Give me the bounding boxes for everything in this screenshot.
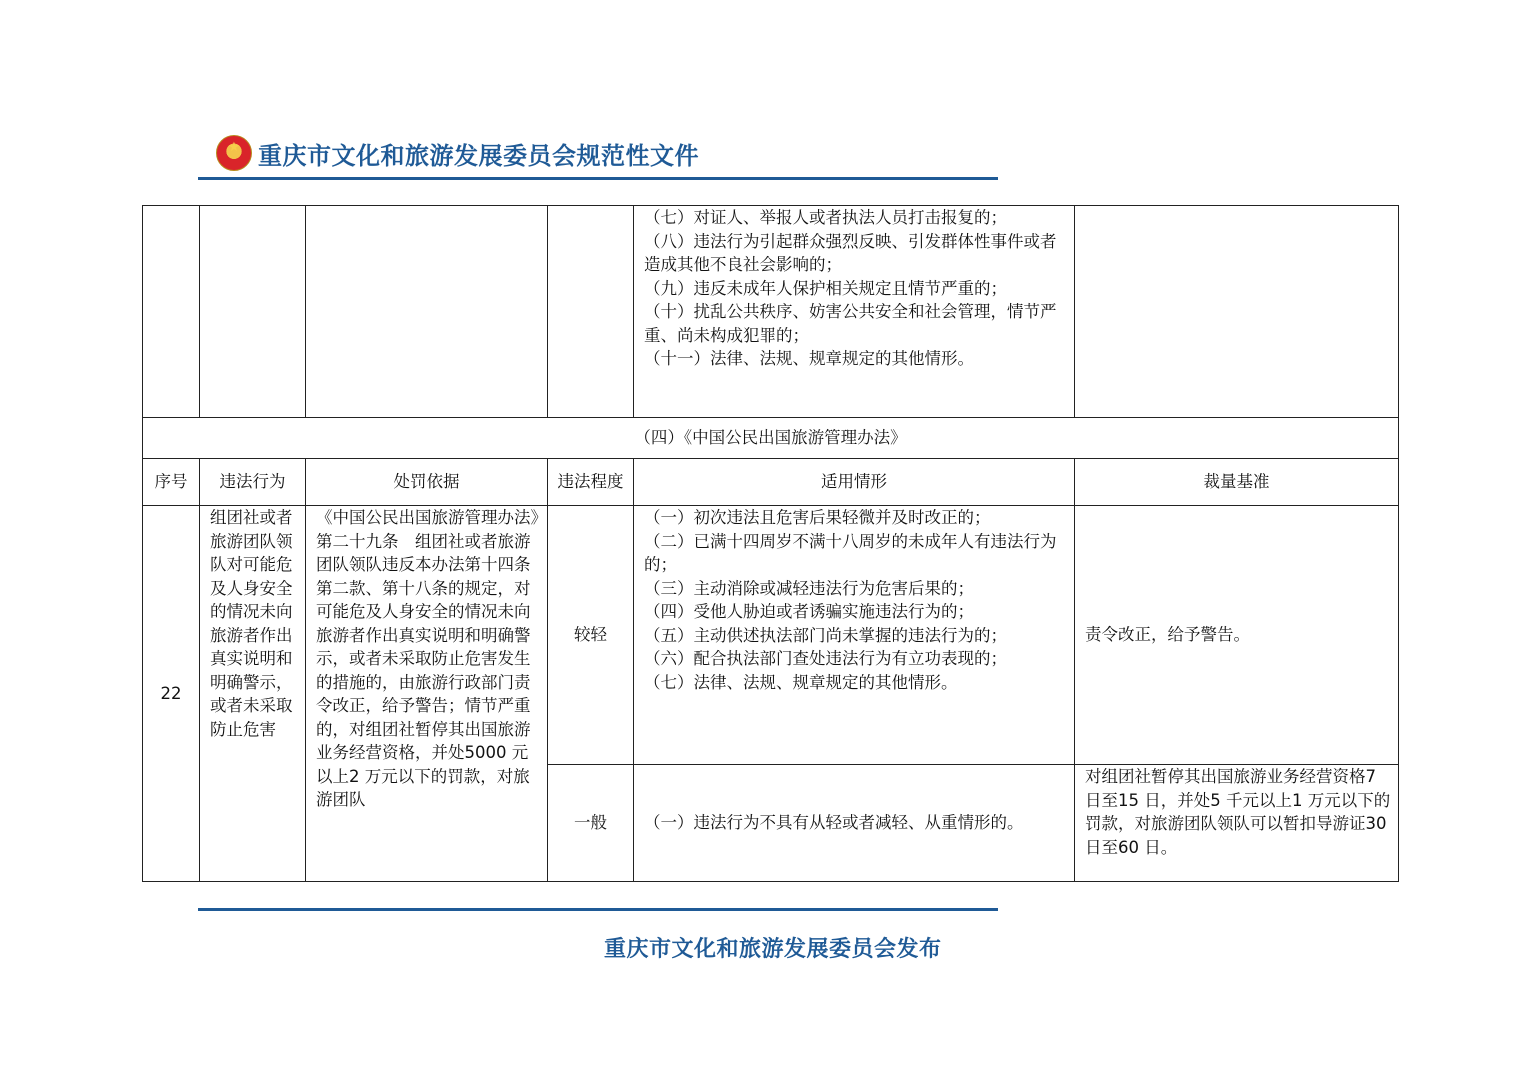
section-row [143, 418, 1399, 459]
situations-normal: （一）违法行为不具有从轻或者减轻、从重情形的。 [634, 765, 1075, 882]
penalty-discretion-table [142, 205, 1399, 882]
header-act: 违法行为 [200, 459, 306, 506]
continued-situations-cell: （七）对证人、举报人或者执法人员打击报复的； （八）违法行为引起群众强烈反映、引发群体性事件或者造成其他不良社会影响的； （九）违反未成年人保护相关规定且情节严重的； （十）扰乱公共秩序、妨害公共安全和社会管理，情节严重、尚未构成犯罪的； （十一）法律、法规、规章规定的其他情形。 [634, 206, 1075, 418]
cell-empty [306, 206, 548, 418]
entry-act: 组团社或者旅游团队领队对可能危及人身安全的情况未向旅游者作出真实说明和明确警示，或者未采取防止危害 [200, 506, 306, 882]
national-emblem-icon [216, 135, 252, 171]
standard-normal: 对组团社暂停其出国旅游业务经营资格7 日至15 日，并处5 千元以上1 万元以下的罚款，对旅游团队领队可以暂扣导游证30 日至60 日。 [1075, 765, 1399, 882]
table-row [143, 206, 1399, 418]
entry-basis: 《中国公民出国旅游管理办法》第二十九条 组团社或者旅游团队领队违反本办法第十四条第二款、第十八条的规定，对可能危及人身安全的情况未向旅游者作出真实说明和明确警示，或者未采取防止危害发生的措施的，由旅游行政部门责令改正，给予警告；情节严重的，对组团社暂停其出国旅游业务经营资格，并处5000 元以上2 万元以下的罚款，对旅游团队 [306, 506, 548, 882]
header-basis: 处罚依据 [306, 459, 548, 506]
cell-empty [200, 206, 306, 418]
degree-light: 较轻 [548, 506, 634, 765]
header-standard: 裁量基准 [1075, 459, 1399, 506]
cell-empty [548, 206, 634, 418]
section-title: （四）《中国公民出国旅游管理办法》 [143, 418, 1399, 459]
header-rule [198, 177, 998, 180]
header-title: 重庆市文化和旅游发展委员会规范性文件 [258, 140, 699, 170]
cell-empty [1075, 206, 1399, 418]
footer-rule [198, 908, 998, 911]
table-row [143, 506, 1399, 765]
table-header-row [143, 459, 1399, 506]
degree-normal: 一般 [548, 765, 634, 882]
cell-empty [143, 206, 200, 418]
situations-light: （一）初次违法且危害后果轻微并及时改正的； （二）已满十四周岁不满十八周岁的未成年人有违法行为的； （三）主动消除或减轻违法行为危害后果的； （四）受他人胁迫或者诱骗实施违法行为的； （五）主动供述执法部门尚未掌握的违法行为的； （六）配合执法部门查处违法行为有立功表现的； （七）法律、法规、规章规定的其他情形。 [634, 506, 1075, 765]
header-degree: 违法程度 [548, 459, 634, 506]
header-situation: 适用情形 [634, 459, 1075, 506]
entry-number: 22 [143, 506, 200, 882]
document-header [216, 132, 699, 174]
standard-light: 责令改正，给予警告。 [1075, 506, 1399, 765]
header-no: 序号 [143, 459, 200, 506]
footer-publisher: 重庆市文化和旅游发展委员会发布 [604, 936, 942, 962]
